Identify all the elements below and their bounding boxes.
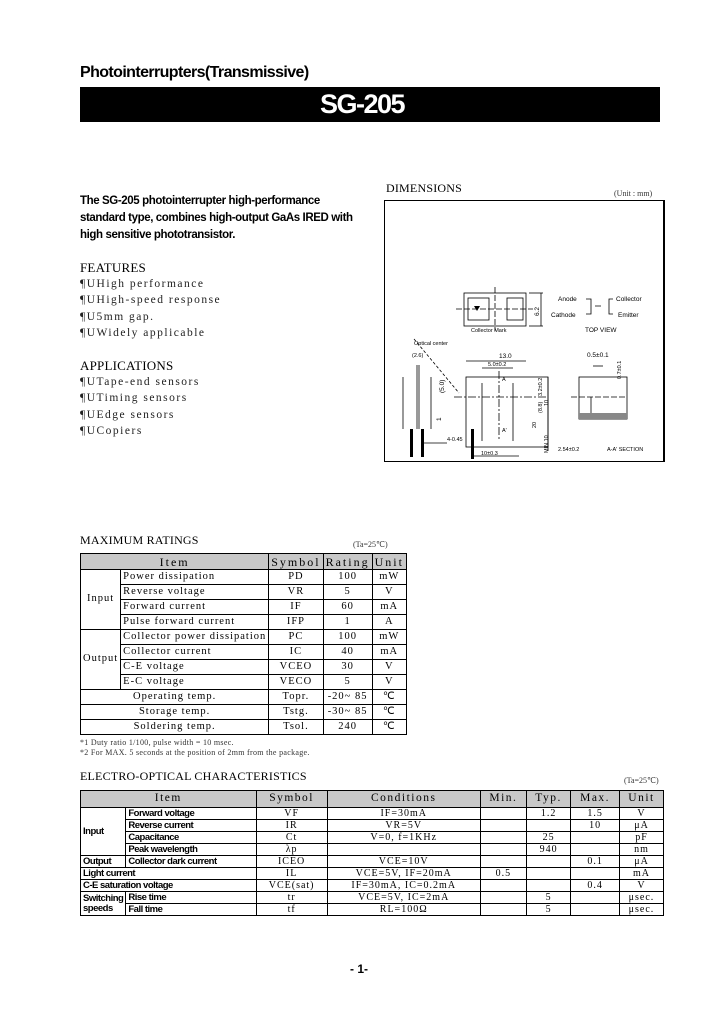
item-name: C-E saturation voltage <box>81 880 257 892</box>
conditions-value: VCE=5V, IF=20mA <box>327 868 480 880</box>
label-a-prime: A' <box>502 428 507 434</box>
typ-value: 940 <box>527 844 571 856</box>
category-title: Photointerrupters(Transmissive) <box>80 64 309 81</box>
item-name: Reverse current <box>126 820 256 832</box>
conditions-value: VCE=10V <box>327 856 480 868</box>
unit-value: μsec. <box>620 904 664 916</box>
description-line: standard type, combines high-output GaAs IRED with <box>80 212 353 224</box>
unit-value: V <box>372 675 406 690</box>
min-value <box>480 856 526 868</box>
item-name: Reverse voltage <box>121 585 269 600</box>
max-value: 1.5 <box>571 808 620 820</box>
application-item: ¶UTape-end sensors <box>80 376 200 388</box>
typ-value <box>527 856 571 868</box>
symbol-value: VF <box>256 808 327 820</box>
rating-value: 100 <box>323 630 372 645</box>
item-name: C-E voltage <box>121 660 269 675</box>
dimensions-heading: DIMENSIONS <box>386 181 463 195</box>
label-13: 13.0 <box>499 353 512 360</box>
table-row <box>81 856 664 868</box>
symbol-value: tr <box>256 892 327 904</box>
rating-value: -30~ 85 <box>323 705 372 720</box>
unit-value: mA <box>620 868 664 880</box>
unit-value: μA <box>620 856 664 868</box>
table-row <box>81 808 664 820</box>
label-min10: MIN 10 <box>544 435 550 453</box>
conditions-value: V=0, f=1KHz <box>327 832 480 844</box>
conditions-value <box>327 844 480 856</box>
application-item: ¶UEdge sensors <box>80 409 175 421</box>
symbol-value: tf <box>256 904 327 916</box>
label-05: 0.5±0.1 <box>587 352 609 359</box>
rating-value: -20~ 85 <box>323 690 372 705</box>
header-conditions: Conditions <box>327 791 480 808</box>
typ-value: 1.2 <box>527 808 571 820</box>
symbol-value: VCEO <box>269 660 323 675</box>
unit-value: mA <box>372 645 406 660</box>
label-collector-mark: Collector Mark <box>471 328 507 334</box>
item-name: Forward current <box>121 600 269 615</box>
label-a: A <box>502 377 506 383</box>
rating-value: 1 <box>323 615 372 630</box>
description-line: high sensitive phototransistor. <box>80 229 236 241</box>
min-value: 0.5 <box>480 868 526 880</box>
electro-optical-table <box>80 790 664 916</box>
page-number: - 1- <box>350 962 368 976</box>
label-88: (8.8) <box>538 401 544 413</box>
header-rating: Rating <box>323 554 372 570</box>
symbol-value: Topr. <box>269 690 323 705</box>
table-row <box>81 554 407 570</box>
application-item: ¶UCopiers <box>80 425 143 437</box>
unit-value: mW <box>372 630 406 645</box>
max-value: 0.1 <box>571 856 620 868</box>
feature-item: ¶U5mm gap. <box>80 311 155 323</box>
label-32: 3.2±0.2 <box>538 377 544 396</box>
symbol-value: λp <box>256 844 327 856</box>
symbol-value: IR <box>256 820 327 832</box>
unit-value: μsec. <box>620 892 664 904</box>
item-name: Light current <box>81 868 257 880</box>
footnote: *1 Duty ratio 1/100, pulse width = 10 msec. <box>80 738 234 747</box>
max-ratings-heading: MAXIMUM RATINGS <box>80 533 199 547</box>
min-value <box>480 880 526 892</box>
symbol-value: PC <box>269 630 323 645</box>
label-10-03: 10±0.3 <box>481 451 498 457</box>
item-name: Fall time <box>126 904 256 916</box>
dimensions-drawing <box>384 200 665 462</box>
rating-value: 40 <box>323 645 372 660</box>
rating-value: 30 <box>323 660 372 675</box>
dimensions-unit: (Unit : mm) <box>614 189 653 198</box>
item-name: Storage temp. <box>81 705 269 720</box>
feature-item: ¶UHigh-speed response <box>80 294 222 306</box>
min-value <box>480 808 526 820</box>
symbol-value: Tsol. <box>269 720 323 735</box>
unit-value: mA <box>372 600 406 615</box>
table-row <box>81 832 664 844</box>
min-value <box>480 820 526 832</box>
header-min: Min. <box>480 791 526 808</box>
max-ratings-table <box>80 553 407 735</box>
max-value: 10 <box>571 820 620 832</box>
label-20: 20 <box>532 421 538 428</box>
symbol-value: Ct <box>256 832 327 844</box>
symbol-value: PD <box>269 570 323 585</box>
min-value <box>480 832 526 844</box>
label-5: 5.0±0.2 <box>488 362 507 368</box>
typ-value: 5 <box>527 892 571 904</box>
item-name: Forward voltage <box>126 808 256 820</box>
max-value <box>571 832 620 844</box>
table-row <box>81 660 407 675</box>
label-1: 1 <box>436 417 443 421</box>
group-label: Input <box>81 808 126 856</box>
table-row <box>81 600 407 615</box>
item-name: Collector current <box>121 645 269 660</box>
label-section: A-A' SECTION <box>607 447 644 453</box>
item-name: Soldering temp. <box>81 720 269 735</box>
applications-heading: APPLICATIONS <box>80 358 174 373</box>
group-label: Switching speeds <box>81 892 126 916</box>
item-name: Collector dark current <box>126 856 256 868</box>
symbol-value: VR <box>269 585 323 600</box>
max-value <box>571 892 620 904</box>
unit-value: pF <box>620 832 664 844</box>
conditions-value: RL=100Ω <box>327 904 480 916</box>
unit-value: ℃ <box>372 705 406 720</box>
min-value <box>480 904 526 916</box>
table-row <box>81 892 664 904</box>
label-cathode: Cathode <box>551 312 576 319</box>
label-62: 6.2 <box>534 306 541 316</box>
header-symbol: Symbol <box>256 791 327 808</box>
label-pitch: 2.54±0.2 <box>558 447 580 453</box>
header-unit: Unit <box>620 791 664 808</box>
unit-value: V <box>620 808 664 820</box>
table-row <box>81 904 664 916</box>
dimension-diagram <box>385 201 663 461</box>
features-heading: FEATURES <box>80 260 146 275</box>
table-row <box>81 820 664 832</box>
electro-optical-heading: ELECTRO-OPTICAL CHARACTERISTICS <box>80 769 307 783</box>
header-item: Item <box>81 554 269 570</box>
max-value: 0.4 <box>571 880 620 892</box>
symbol-value: IF <box>269 600 323 615</box>
table-row <box>81 868 664 880</box>
description-line: The SG-205 photointerrupter high-performance <box>80 195 320 207</box>
unit-value: nm <box>620 844 664 856</box>
symbol-value: Tstg. <box>269 705 323 720</box>
electro-optical-condition: (Ta=25℃) <box>624 776 659 785</box>
group-label: Input <box>81 570 121 630</box>
label-collector: Collector <box>616 296 642 303</box>
item-name: Capacitance <box>126 832 256 844</box>
typ-value: 5 <box>527 904 571 916</box>
table-row <box>81 675 407 690</box>
unit-value: V <box>372 585 406 600</box>
label-045: 4-0.45 <box>447 437 463 443</box>
symbol-value: VECO <box>269 675 323 690</box>
item-name: Operating temp. <box>81 690 269 705</box>
item-name: Collector power dissipation <box>121 630 269 645</box>
max-value <box>571 844 620 856</box>
table-row <box>81 690 407 705</box>
conditions-value: VCE=5V, IC=2mA <box>327 892 480 904</box>
table-row <box>81 645 407 660</box>
rating-value: 60 <box>323 600 372 615</box>
table-row <box>81 880 664 892</box>
header-unit: Unit <box>372 554 406 570</box>
unit-value: A <box>372 615 406 630</box>
table-row <box>81 585 407 600</box>
header-symbol: Symbol <box>269 554 323 570</box>
header-typ: Typ. <box>527 791 571 808</box>
symbol-value: ICEO <box>256 856 327 868</box>
label-top-view: TOP VIEW <box>585 327 617 334</box>
unit-value: V <box>620 880 664 892</box>
unit-value: ℃ <box>372 690 406 705</box>
rating-value: 5 <box>323 675 372 690</box>
table-row <box>81 720 407 735</box>
rating-value: 100 <box>323 570 372 585</box>
label-emitter: Emitter <box>618 312 639 319</box>
rating-value: 5 <box>323 585 372 600</box>
typ-value <box>527 868 571 880</box>
footnote: *2 For MAX. 5 seconds at the position of 2mm from the package. <box>80 748 310 757</box>
unit-value: μA <box>620 820 664 832</box>
header-max: Max. <box>571 791 620 808</box>
label-10: 10 <box>544 399 550 406</box>
group-label: Output <box>81 856 126 868</box>
typ-value: 25 <box>527 832 571 844</box>
max-value <box>571 904 620 916</box>
item-name: E-C voltage <box>121 675 269 690</box>
label-optical-center: Optical center <box>414 341 448 347</box>
table-row <box>81 791 664 808</box>
conditions-value: IF=30mA <box>327 808 480 820</box>
symbol-value: IC <box>269 645 323 660</box>
unit-value: V <box>372 660 406 675</box>
application-item: ¶UTiming sensors <box>80 392 188 404</box>
group-label: Output <box>81 630 121 690</box>
feature-item: ¶UWidely applicable <box>80 327 206 339</box>
table-row <box>81 844 664 856</box>
label-anode: Anode <box>558 296 577 303</box>
max-value <box>571 868 620 880</box>
item-name: Power dissipation <box>121 570 269 585</box>
label-26: (2.6) <box>412 353 424 359</box>
conditions-value: IF=30mA, IC=0.2mA <box>327 880 480 892</box>
typ-value <box>527 880 571 892</box>
label-50: (5.0) <box>439 379 446 393</box>
item-name: Peak wavelength <box>126 844 256 856</box>
label-07: 0.7±0.1 <box>617 360 623 379</box>
table-row <box>81 570 407 585</box>
min-value <box>480 892 526 904</box>
feature-item: ¶UHigh performance <box>80 278 205 290</box>
min-value <box>480 844 526 856</box>
conditions-value: VR=5V <box>327 820 480 832</box>
symbol-value: IFP <box>269 615 323 630</box>
table-row <box>81 705 407 720</box>
symbol-value: IL <box>256 868 327 880</box>
header-item: Item <box>81 791 257 808</box>
rating-value: 240 <box>323 720 372 735</box>
unit-value: ℃ <box>372 720 406 735</box>
unit-value: mW <box>372 570 406 585</box>
item-name: Pulse forward current <box>121 615 269 630</box>
symbol-value: VCE(sat) <box>256 880 327 892</box>
table-row <box>81 630 407 645</box>
model-title: SG-205 <box>320 89 405 119</box>
typ-value <box>527 820 571 832</box>
item-name: Rise time <box>126 892 256 904</box>
table-row <box>81 615 407 630</box>
max-ratings-condition: (Ta=25℃) <box>353 540 388 549</box>
